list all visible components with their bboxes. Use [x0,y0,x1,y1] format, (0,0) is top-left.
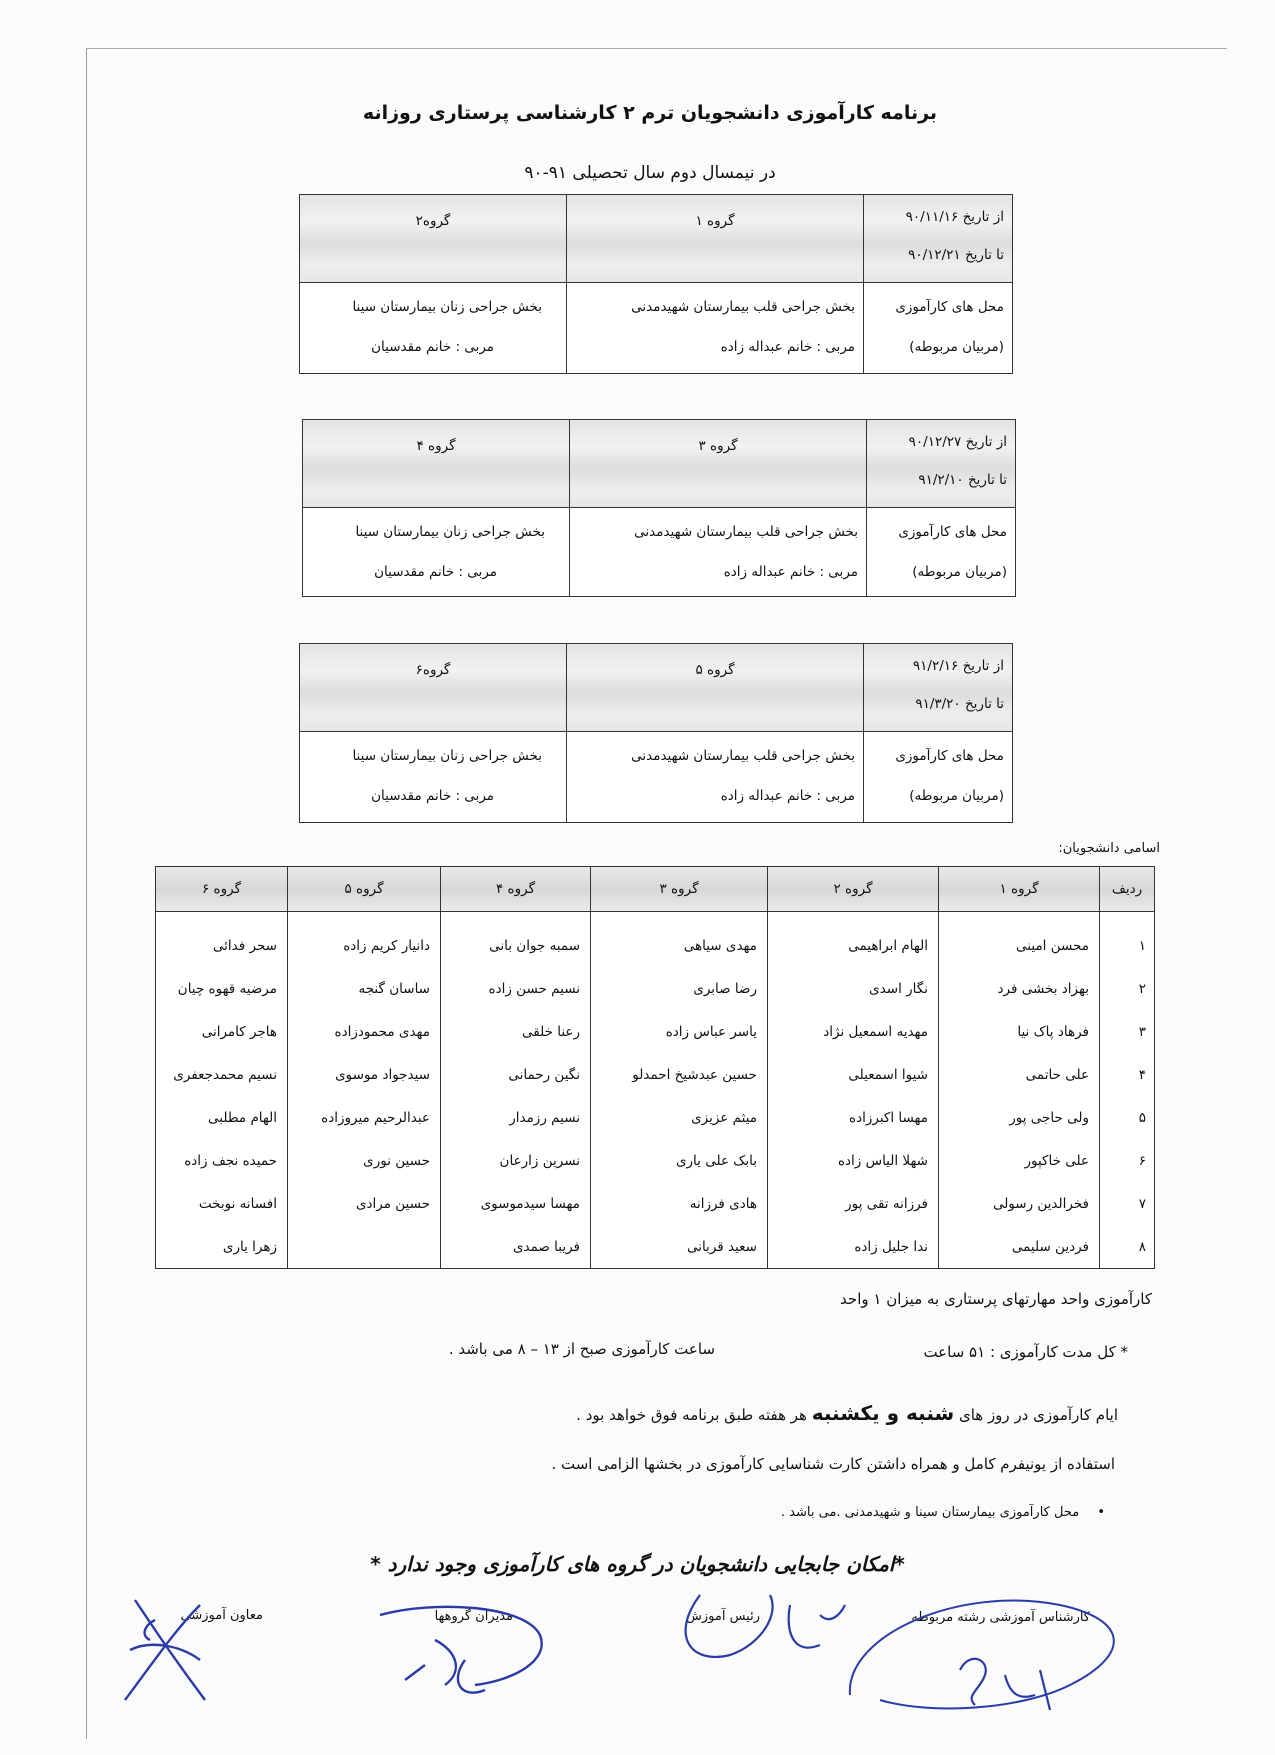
column-header-group-4: گروه ۴ [441,867,591,912]
student-row [156,1096,1155,1139]
student-cell-group-5: حسین نوری [288,1139,441,1182]
location-cell [303,508,570,597]
student-cell-group-6: مرضیه قهوه چیان [156,967,288,1010]
student-cell-group-3: میثم عزیزی [591,1096,768,1139]
signature-label-head: رئیس آموزش [686,1609,760,1624]
student-cell-group-6: نسیم محمدجعفری [156,1053,288,1096]
student-row [156,912,1155,968]
student-cell-group-3: حسین عبدشیخ احمدلو [591,1053,768,1096]
date-range-cell [864,644,1013,732]
location-ward: بخش جراحی زنان بیمارستان سینا [352,299,542,315]
students-header-row [156,867,1155,912]
location-label-cell [864,283,1013,374]
student-row [156,1053,1155,1096]
location-cell [567,732,864,823]
location-label: محل های کارآموزی [898,524,1007,540]
student-cell-group-4: مهسا سیدموسوی [441,1182,591,1225]
student-cell-group-3: رضا صابری [591,967,768,1010]
note-location [781,1505,1105,1520]
student-cell-group-4: رعنا خلقی [441,1010,591,1053]
location-label: محل های کارآموزی [895,748,1004,764]
student-cell-group-4: سمبه جوان بانی [441,912,591,968]
location-label-cell [867,508,1016,597]
date-to: تا تاریخ ۹۱/۳/۲۰ [915,696,1004,712]
date-from: از تاریخ ۹۱/۲/۱۶ [912,658,1004,674]
student-cell-group-5: حسین مرادی [288,1182,441,1225]
note-warning: *امکان جابجایی دانشجویان در گروه های کارآموزی وجود ندارد * [370,1552,905,1576]
students-table [155,866,1155,1269]
student-cell-group-1: علی حاتمی [939,1053,1100,1096]
note-uniform: استفاده از یونیفرم کامل و همراه داشتن کارت شناسایی کارآموزی در بخشها الزامی است . [551,1455,1115,1473]
location-cell [570,508,867,597]
student-cell-group-5: سیدجواد موسوی [288,1053,441,1096]
note-days-suffix: هر هفته طبق برنامه فوق خواهد بود . [576,1406,807,1424]
location-cell [300,283,567,374]
signature-expert-mark [840,1575,1140,1725]
student-cell-group-3: یاسر عباس زاده [591,1010,768,1053]
student-cell-row-number: ۲ [1100,967,1155,1010]
date-from: از تاریخ ۹۰/۱۱/۱۶ [905,209,1004,225]
student-cell-row-number: ۴ [1100,1053,1155,1096]
schedule-table-2 [302,419,1016,597]
student-cell-group-6: الهام مطلبی [156,1096,288,1139]
student-cell-group-1: علی خاکپور [939,1139,1100,1182]
student-cell-group-5: مهدی محمودزاده [288,1010,441,1053]
student-row [156,967,1155,1010]
location-cell [300,732,567,823]
location-cell [567,283,864,374]
location-sublabel: (مربیان مربوطه) [909,339,1004,355]
document-title: برنامه کارآموزی دانشجویان ترم ۲ کارشناسی پرستاری روزانه [362,102,938,124]
student-cell-group-5: ساسان گنجه [288,967,441,1010]
location-ward: بخش جراحی قلب بیمارستان شهیدمدنی [634,524,858,540]
date-to: تا تاریخ ۹۱/۲/۱۰ [918,472,1007,488]
student-cell-group-2: الهام ابراهیمی [768,912,939,968]
column-header-group-5: گروه ۵ [288,867,441,912]
student-row [156,1139,1155,1182]
location-ward: بخش جراحی زنان بیمارستان سینا [355,524,545,540]
student-cell-group-6: سحر فدائی [156,912,288,968]
group-header: گروه۲ [300,195,567,283]
student-cell-group-4: نگین رحمانی [441,1053,591,1096]
note-days [576,1401,1118,1425]
student-cell-group-2: مهدیه اسمعیل نژاد [768,1010,939,1053]
bullet-icon: • [1097,1505,1105,1520]
column-header-group-3: گروه ۳ [591,867,768,912]
student-cell-group-1: فخرالدین رسولی [939,1182,1100,1225]
student-cell-group-1: بهزاد بخشی فرد [939,967,1100,1010]
group-header: گروه ۴ [303,420,570,508]
note-days-bold: شنبه و یکشنبه [811,1401,955,1425]
group-header: گروه ۱ [567,195,864,283]
student-cell-group-2: نگار اسدی [768,967,939,1010]
group-header: گروه۶ [300,644,567,732]
student-cell-row-number: ۸ [1100,1225,1155,1269]
location-label-cell [864,732,1013,823]
note-location-text: محل کارآموزی بیمارستان سینا و شهیدمدنی .می باشد . [780,1505,1080,1520]
student-cell-group-5 [288,1225,441,1269]
student-cell-row-number: ۱ [1100,912,1155,968]
column-header-group-2: گروه ۲ [768,867,939,912]
student-cell-group-5: عبدالرحیم میروزاده [288,1096,441,1139]
student-cell-group-6: زهرا یاری [156,1225,288,1269]
location-label: محل های کارآموزی [895,299,1004,315]
location-mentor: مربی : خانم مقدسیان [371,339,494,355]
signature-label-managers: مدیران گروهها [434,1609,513,1624]
student-cell-group-6: هاجر کامرانی [156,1010,288,1053]
note-duration: * کل مدت کارآموزی : ۵۱ ساعت [923,1343,1128,1361]
student-cell-group-1: فرهاد پاک نیا [939,1010,1100,1053]
location-mentor: مربی : خانم مقدسیان [371,788,494,804]
column-header-group-1: گروه ۱ [939,867,1100,912]
signature-label-expert: کارشناس آموزشی رشته مربوطه [911,1610,1090,1625]
column-header-group-6: گروه ۶ [156,867,288,912]
date-from: از تاریخ ۹۰/۱۲/۲۷ [908,434,1007,450]
student-cell-group-6: حمیده نجف زاده [156,1139,288,1182]
student-cell-group-4: فریبا صمدی [441,1225,591,1269]
group-header: گروه ۳ [570,420,867,508]
date-range-cell [867,420,1016,508]
student-cell-group-2: شیوا اسمعیلی [768,1053,939,1096]
location-ward: بخش جراحی قلب بیمارستان شهیدمدنی [631,748,855,764]
student-cell-group-3: بابک علی یاری [591,1139,768,1182]
student-cell-group-5: دانیار کریم زاده [288,912,441,968]
student-cell-group-4: نسیم رزمدار [441,1096,591,1139]
column-header-row-number: ردیف [1100,867,1155,912]
location-ward: بخش جراحی زنان بیمارستان سینا [352,748,542,764]
students-label: اسامی دانشجویان: [1058,841,1160,856]
signature-label-deputy: معاون آموزشی [180,1608,263,1623]
location-mentor: مربی : خانم عبداله زاده [720,788,855,804]
student-cell-row-number: ۳ [1100,1010,1155,1053]
student-cell-group-1: فردین سلیمی [939,1225,1100,1269]
schedule-table-3 [299,643,1013,823]
student-cell-group-2: فرزانه تقی پور [768,1182,939,1225]
schedule-table-1 [299,194,1013,374]
student-cell-row-number: ۷ [1100,1182,1155,1225]
signature-head-mark [670,1575,860,1685]
student-cell-group-1: محسن امینی [939,912,1100,968]
student-cell-group-1: ولی حاجی پور [939,1096,1100,1139]
student-cell-group-3: هادی فرزانه [591,1182,768,1225]
location-mentor: مربی : خانم مقدسیان [374,564,497,580]
student-row [156,1182,1155,1225]
group-header: گروه ۵ [567,644,864,732]
location-sublabel: (مربیان مربوطه) [912,564,1007,580]
student-cell-group-3: سعید قربانی [591,1225,768,1269]
student-row [156,1010,1155,1053]
student-cell-group-2: ندا جلیل زاده [768,1225,939,1269]
student-cell-row-number: ۶ [1100,1139,1155,1182]
student-cell-group-2: مهسا اکبرزاده [768,1096,939,1139]
document-subtitle: در نیمسال دوم سال تحصیلی ۹۱-۹۰ [524,163,776,183]
student-cell-group-3: مهدی سیاهی [591,912,768,968]
note-unit: کارآموزی واحد مهارتهای پرستاری به میزان ۱ واحد [840,1290,1152,1308]
location-ward: بخش جراحی قلب بیمارستان شهیدمدنی [631,299,855,315]
location-mentor: مربی : خانم عبداله زاده [720,339,855,355]
date-to: تا تاریخ ۹۰/۱۲/۲۱ [908,247,1004,263]
student-row [156,1225,1155,1269]
note-hours: ساعت کارآموزی صبح از ۱۳ – ۸ می باشد . [448,1340,715,1358]
signature-managers-mark [375,1590,555,1700]
location-mentor: مربی : خانم عبداله زاده [723,564,858,580]
student-cell-row-number: ۵ [1100,1096,1155,1139]
date-range-cell [864,195,1013,283]
student-cell-group-4: نسیم حسن زاده [441,967,591,1010]
location-sublabel: (مربیان مربوطه) [909,788,1004,804]
note-days-prefix: ایام کارآموزی در روز های [958,1406,1118,1424]
signature-deputy-mark [115,1590,225,1720]
student-cell-group-4: نسرین زارعان [441,1139,591,1182]
student-cell-group-6: افسانه نوبخت [156,1182,288,1225]
student-cell-group-2: شهلا الیاس زاده [768,1139,939,1182]
